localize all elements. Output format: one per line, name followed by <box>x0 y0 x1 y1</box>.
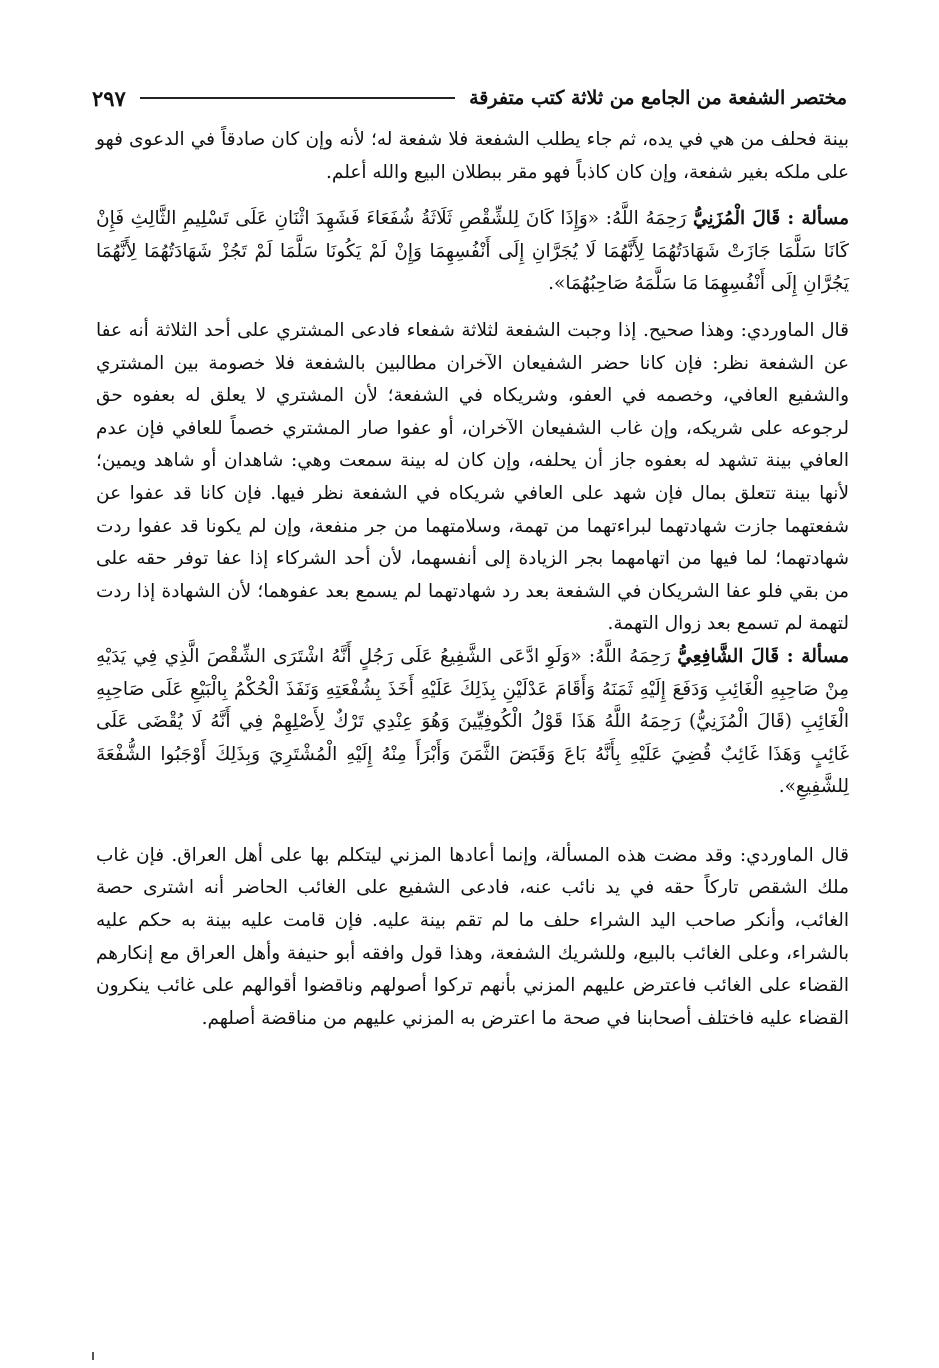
quote-text: رَحِمَهُ اللَّهُ: «وَلَوِ ادَّعَى الشَّفِيعُ عَلَى رَجُلٍ أَنَّهُ اشْتَرَى الشِّقْصَ الَّذِي فِي يَدَيْهِ مِنْ صَاحِبِهِ الْغَائِبِ وَدَفَعَ إِلَيْهِ ثَمَنَهُ وَأَقَامَ عَدْلَيْنِ بِذَلِكَ عَلَيْهِ أَخَذَ بِشُفْعَتِهِ وَنَفَذَ الْحُكْمُ بِالْبَيْعِ عَلَى صَاحِبِهِ الْغَائِبِ (قَالَ الْمُزَنِيُّ) رَحِمَهُ اللَّهُ هَذَا قَوْلُ الْكُوفِيِّينَ وَهُوَ عِنْدِي تَرْكٌ لِأَصْلِهِمْ فِي أَنَّهُ لَا يُقْضَى عَلَى غَائِبٍ وَهَذَا غَائِبٌ قُضِيَ عَلَيْهِ بِأَنَّهُ بَاعَ وَقَبَضَ الثَّمَنَ وَأَبْرَأَ مِنْهُ إِلَيْهِ الْمُشْتَرِيَ وَبِذَلِكَ أَوْجَبُوا الشُّفْعَةَ لِلشَّفِيعِ». <box>96 645 849 798</box>
paragraph-text: قال الماوردي: وقد مضت هذه المسألة، وإنما أعادها المزني ليتكلم بها على أهل العراق. فإن غاب ملك الشقص تاركاً حقه في يد نائب عنه، فادعى الشفيع على الغائب الحاضر أنه اشترى حصة الغائب، وأنكر صاحب اليد الشراء حلف ما لم تقم بينة عليه. فإن قامت عليه بينة به حكم عليه بالشراء، وعلى الغائب بالبيع، وللشريك الشفعة، وهذا قول وافقه أبو حنيفة وأهل العراق مع إنكارهم القضاء على الغائب فاعترض عليهم المزني بأنهم تركوا أصولهم وناقضوا أقوالهم على غائب ينكرون القضاء عليه فاختلف أصحابنا في صحة ما اعترض به المزني عليهم من مناقضة أصلهم. <box>96 844 849 1029</box>
paragraph-2-masala-muzani <box>96 203 849 301</box>
running-header <box>92 80 847 116</box>
paragraph-text: قال الماوردي: وهذا صحيح. إذا وجبت الشفعة لثلاثة شفعاء فادعى المشتري على أحد الثلاثة أنه عفا عن الشفعة نظر: فإن كانا حضر الشفيعان الآخران مطالبين بالشفعة فلا خصومة بين المشتري والشفيع العافي، وخصمه في العفو، وشريكاه في الشفعة؛ لأن المشتري لا يعلق له بعفوه حق لرجوعه على شريكه، وإن غاب الشفيعان الآخران، أو عفوا صار المشتري خصماً للعافي فإن عدم العافي بينة تشهد له بعفوه جاز أن يحلفه، وإن كان له بينة سمعت وهي: شاهدان أو شاهد ويمين؛ لأنها بينة تتعلق بمال فإن شهد على العافي شريكاه في الشفعة نظر فيها. فإن كانا قد عفوا عن شفعتهما جازت شهادتهما لبراءتهما من تهمة، وسلامتهما من جر منفعة، وإن لم يكونا قد عفوا ردت شهادتهما؛ لما فيها من اتهامهما بجر الزيادة إلى أنفسهما، لأن أحد الشركاء إذا عفا توفر حقه على من بقي فلو عفا الشريكان في الشفعة بعد رد شهادتهما لم يسمع بعد عفوهما؛ لأن الشهادة إذا ردت لتهمة لم تسمع بعد زوال التهمة. <box>96 319 849 635</box>
margin-mark <box>92 1352 94 1360</box>
page-number: ٢٩٧ <box>92 85 126 111</box>
paragraph-4-masala-shafii <box>96 641 849 804</box>
masala-label: مسألة : قَالَ الْمُزَنِيُّ <box>692 208 849 230</box>
paragraph-text: بينة فحلف من هي في يده، ثم جاء يطلب الشفعة فلا شفعة له؛ لأنه وإن كان صادقاً في الدعوى فهو على ملكه بغير شفعة، وإن كان كاذباً فهو مقر ببطلان البيع والله أعلم. <box>96 129 849 183</box>
masala-label: مسألة : قَالَ الشَّافِعِيُّ <box>677 645 849 667</box>
quote-text: رَحِمَهُ اللَّهُ: «وَإِذَا كَانَ لِلشِّقْصِ ثَلَاثَةُ شُفَعَاءَ فَشَهِدَ اثْنَانِ عَلَى تَسْلِيمِ الثَّالِثِ فَإِنْ كَانَا سَلَّمَا جَازَتْ شَهَادَتُهُمَا لِأَنَّهُمَا لَا يُجَرَّانِ إِلَى أَنْفُسِهِمَا وَإِنْ لَمْ يَكُونَا سَلَّمَا لَمْ تَجُزْ شَهَادَتُهُمَا لِأَنَّهُمَا يَجُرَّانِ إِلَى أَنْفُسِهِمَا مَا سَلَّمَهُ صَاحِبُهُمَا». <box>96 208 849 295</box>
header-title: مختصر الشفعة من الجامع من ثلاثة كتب متفرقة <box>469 87 847 109</box>
paragraph-1 <box>96 124 849 189</box>
page-body <box>96 124 849 1035</box>
paragraph-5-mawardi <box>96 840 849 1036</box>
header-rule <box>140 97 455 99</box>
paragraph-3-mawardi <box>96 315 849 641</box>
